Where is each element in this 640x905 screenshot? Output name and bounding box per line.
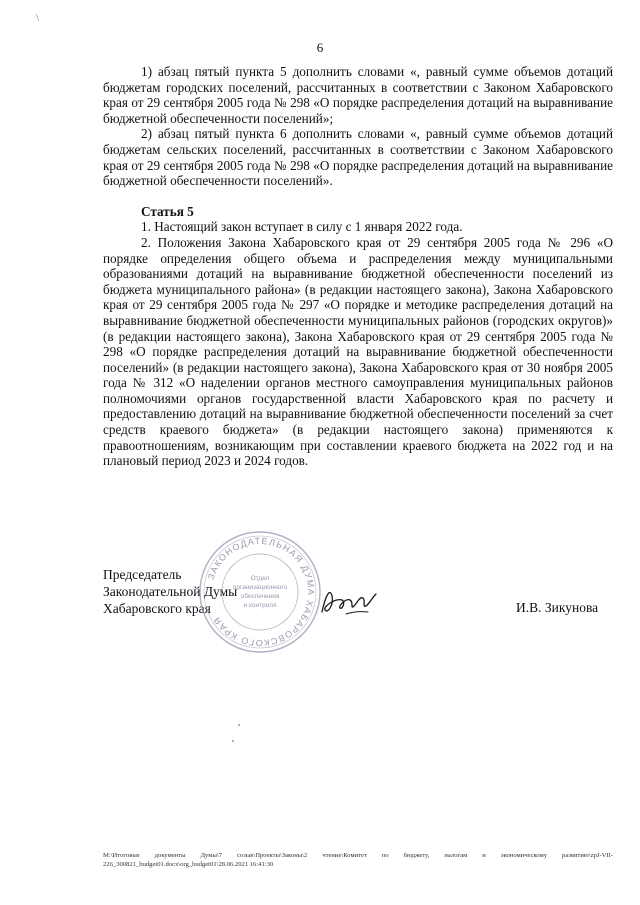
signatory-title-line: Законодательной Думы <box>103 584 238 599</box>
amendment-paragraph-2: 2) абзац пятый пункта 6 дополнить словами «, равный сумме объемов дотаций бюджетам сельских поселений, рассчитанных в соответствии с Законом Хабаровского края от 29 сентября 2005 года № 298 «О порядке распределения дотаций на выравнивание бюджетной обеспеченности поселений». <box>103 126 613 189</box>
scan-speck <box>232 740 234 742</box>
article-paragraph-2: 2. Положения Закона Хабаровского края от 29 сентября 2005 года № 296 «О порядке определения общего объема и распределения между муниципальными образованиями дотаций на выравнивание бюджетной обеспеченности поселений из бюджета муниципального района» (в редакции настоящего закона), Закона Хабаровского края от 29 сентября 2005 года № 297 «О порядке и методике распределения дотаций на выравнивание бюджетной обеспеченности муниципальных районов (городских округов)» (в редакции настоящего закона), Закона Хабаровского края от 29 сентября 2005 года № 298 «О порядке распределения дотаций на выравнивание бюджетной обеспеченности поселений» (в редакции настоящего закона), Закона Хабаровского края от 30 ноября 2005 года № 312 «О наделении органов местного самоуправления муниципальных районов полномочиями органов государственной власти Хабаровского края по расчету и предоставлению дотаций на выравнивание бюджетной обеспеченности поселений за счет средств краевого бюджета» (в редакции настоящего закона) применяются к правоотношениям, возникающим при составлении краевого бюджета на 2022 год и на плановый период 2023 и 2024 годов. <box>103 234 613 469</box>
article-paragraph-1: 1. Настоящий закон вступает в силу с 1 января 2022 года. <box>141 219 463 235</box>
signatory-title-line: Председатель <box>103 567 182 582</box>
scan-speck <box>238 724 240 726</box>
official-stamp <box>195 527 325 657</box>
handwritten-signature <box>316 584 380 618</box>
stamp-center-line: организационного <box>232 584 288 591</box>
corner-mark: \ <box>36 12 40 24</box>
signatory-title-line: Хабаровского края <box>103 601 211 616</box>
stamp-center-line: обеспечения <box>240 593 280 600</box>
signatory-name: И.В. Зикунова <box>516 600 599 615</box>
stamp-center-line: Отдел <box>250 575 270 582</box>
amendment-paragraph-1: 1) абзац пятый пункта 5 дополнить словами «, равный сумме объемов дотаций бюджетам городских поселений, рассчитанных в соответствии с Законом Хабаровского края от 29 сентября 2005 года № 298 «О порядке распределения дотаций на выравнивание бюджетной обеспеченности поселений»; <box>103 64 613 126</box>
document-body <box>103 64 613 469</box>
stamp-center-line: и контроля <box>243 602 277 609</box>
page-number: 6 <box>316 40 324 55</box>
article-heading: Статья 5 <box>141 203 194 219</box>
stamp-ring-text: ЗАКОНОДАТЕЛЬНАЯ ДУМА ХАБАРОВСКОГО КРАЯ <box>205 535 317 649</box>
file-path-footer: M:\Итоговые документы Думы\7 созыв\Проекты\Законы\2 чтение\Комитет по бюджету, налогам и экономическому развитию\zpJ-VII-226_300821_budget01.docx\org_budget01\28.06.2021 16:41:30 <box>103 852 613 868</box>
